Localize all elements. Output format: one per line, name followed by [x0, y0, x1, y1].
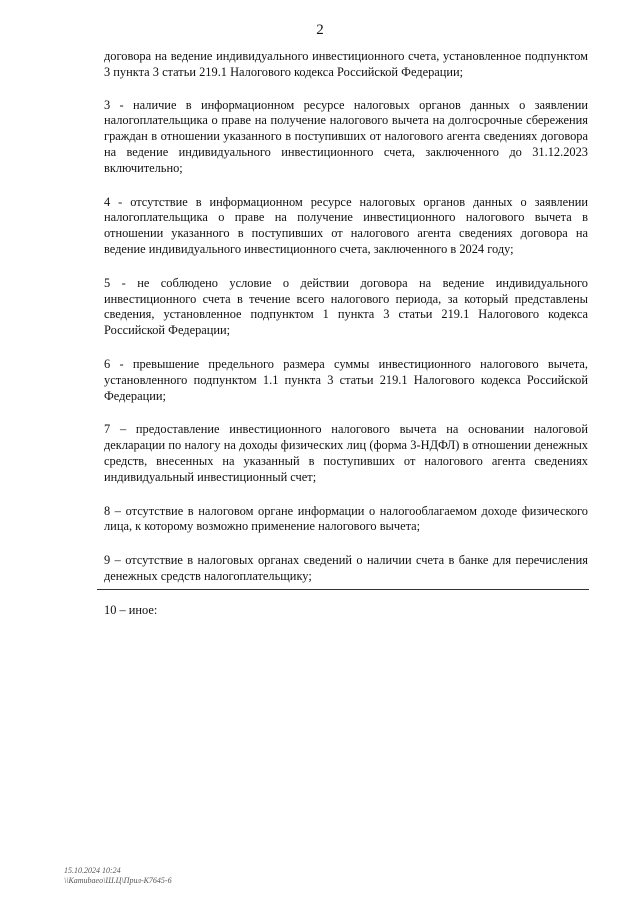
page-number: 2 — [316, 22, 324, 38]
list-item-4: 4 - отсутствие в информационном ресурсе налоговых органов данных о заявлении налогоплательщика о праве на получение инвестиционного налогового вычета в отношении указанного в поступивших от налогового агента сведениях договора на ведение индивидуального инвестиционного счета, заключенного в 2024 году; — [104, 194, 588, 256]
list-item-6: 6 - превышение предельного размера суммы инвестиционного налогового вычета, установленного подпунктом 1.1 пункта 3 статьи 219.1 Налогового кодекса Российской Федерации; — [104, 356, 588, 403]
list-item-5: 5 - не соблюдено условие о действии договора на ведение индивидуального инвестиционного счета в течение всего налогового периода, за который представлены сведения, установленное подпунктом 1 пункта 3 статьи 219.1 Налогового кодекса Российской Федерации; — [104, 275, 588, 338]
footer-timestamp: 15.10.2024 10:24 — [64, 866, 121, 875]
list-item-9: 9 – отсутствие в налоговых органах сведений о наличии счета в банке для перечисления денежных средств налогоплательщику; — [104, 553, 588, 583]
paragraph-continuation: договора на ведение индивидуального инвестиционного счета, установленное подпунктом 3 пункта 3 статьи 219.1 Налогового кодекса Российской Федерации; — [104, 49, 588, 79]
list-item-7: 7 – предоставление инвестиционного налогового вычета на основании налоговой декларации по налогу на доходы физических лиц (форма 3-НДФЛ) в отношении денежных средств, внесенных на указанный в поступивших от налогового агента сведениях индивидуальный инвестиционный счет; — [104, 422, 588, 484]
document-body — [104, 49, 588, 637]
list-item-8: 8 – отсутствие в налоговом органе информации о налогооблагаемом доходе физического лица, к которому возможно применение налогового вычета; — [104, 503, 588, 534]
footer-file-path: \\Kamubaeo\Ш.Ц\Прил-К7645-6 — [64, 876, 172, 885]
footer-stamp — [64, 866, 172, 886]
list-item-10: 10 – иное: — [104, 602, 158, 617]
horizontal-rule — [97, 589, 589, 590]
list-item-3: 3 - наличие в информационном ресурсе налоговых органов данных о заявлении налогоплательщика о праве на получение налогового вычета на долгосрочные сбережения граждан в отношении указанного в поступивших от налогового агента сведениях договора на ведение индивидуального инвестиционного счета, заключенного до 31.12.2023 включительно; — [104, 97, 588, 175]
